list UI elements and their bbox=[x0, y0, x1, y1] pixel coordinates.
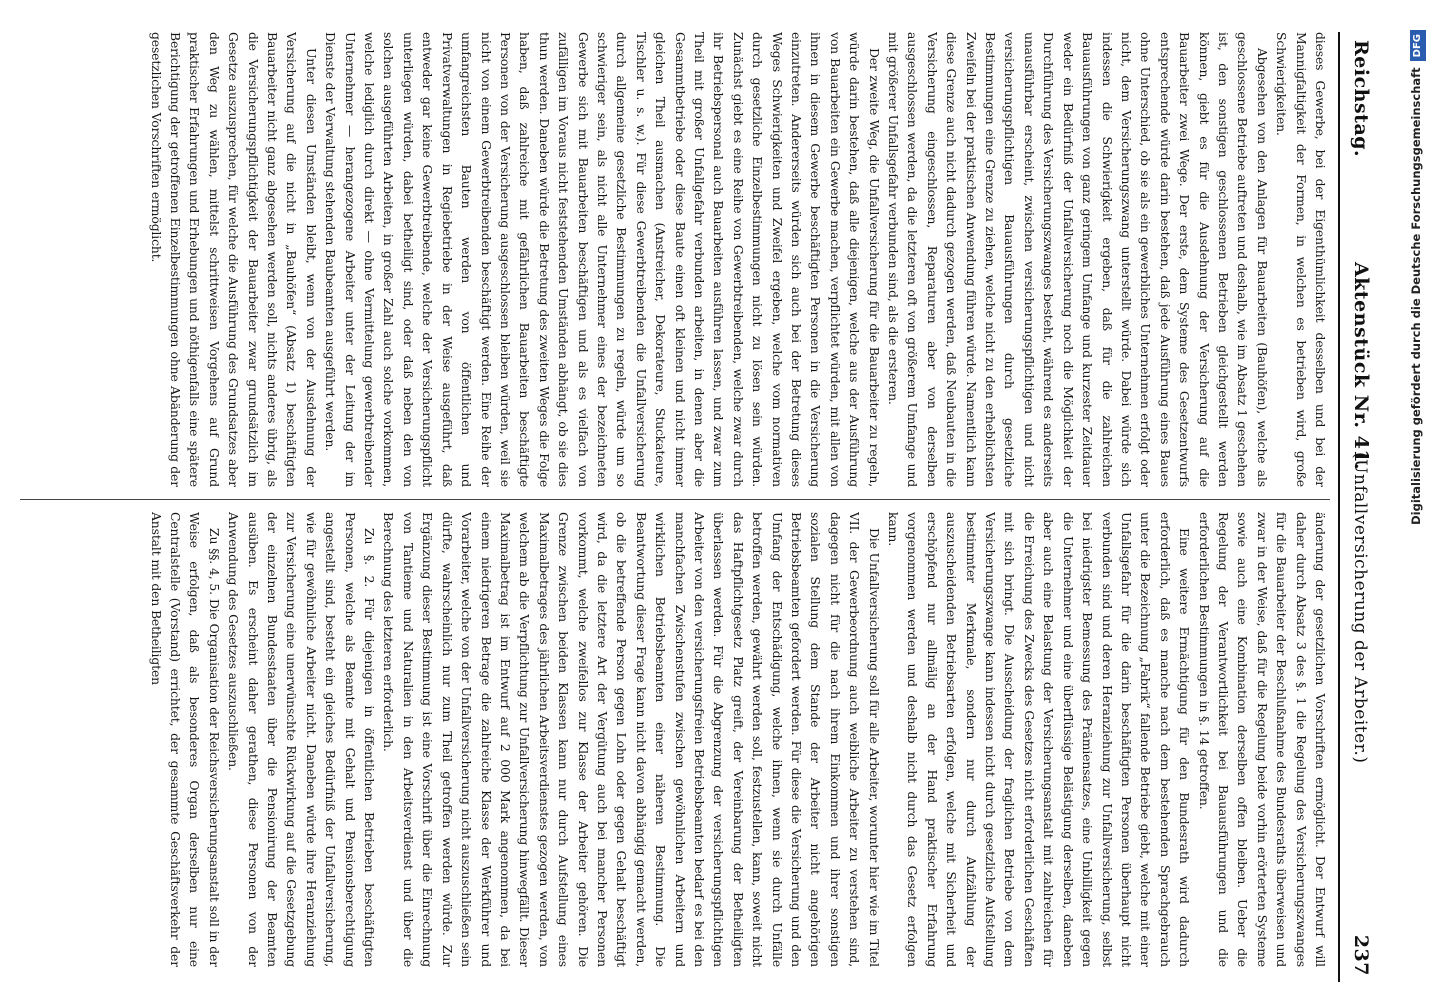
credit-text-wrapper bbox=[1404, 30, 1428, 970]
page-number: 237 bbox=[1350, 934, 1372, 976]
digitization-credit bbox=[1404, 30, 1428, 970]
running-head bbox=[1338, 32, 1380, 982]
column-divider bbox=[20, 499, 1330, 500]
paragraph: Die Unfallversicherung soll für alle Arbeiter, worunter hier wie im Titel VII. der Gewerbeordnung auch weibliche Arbeiter zu verstehen sind, dagegen nicht für die nach ihrem Einkommen und ihrer sonstigen sozialen Stellung dem Stande der Arbeiter nicht angehörigen Betriebsbeamten gefordert werden. Für diese die Versicherung und den Umfang der Entschädigung, welche ihnen, wenn sie durch Unfälle betroffen werden, gewährt werden soll, festzustellen, kann, soweit nicht das Haftpflichtgesetz Platz greift, der Vereinbarung der Betheiligten überlassen werden. Für die Abgrenzung der versicherungspflichtigen Arbeiter von den versicherungsfreien Betriebsbeamten bedarf es bei den manchfachen Zwischenstufen zwischen gewöhnlichen Arbeitern und wirklichen Betriebsbeamten einer näheren Bestimmung. Die Beantwortung dieser Frage kann nicht davon abhängig gemacht werden, ob die betreffende Person gegen Lohn oder gegen Gehalt beschäftigt wird, da die letztere Art der Vergütung auch bei mancher Personen vorkommt, welche zweifellos zur Klasse der Arbeiter gehören. Die Grenze zwischen beiden Klassen kann nur durch Aufstellung eines Maximalbetrages des jährlichen Arbeitsverdienstes gezogen werden, von welchem ab die Verpflichtung zur Unfallversicherung hinwegfällt. Dieser Maximalbetrag ist im Entwurf auf 2 000 Mark angenommen, da bei einem niedrigeren Betrage die zahlreiche Klasse der Werkführer und Vorarbeiter, welche von der Unfallversicherung nicht auszuschließen sein dürfte, wahrscheinlich nur zum Theil getroffen werden würde. Zur Ergänzung dieser Bestimmung ist eine Vorschrift über die Einrechnung von Tantieme und Naturalien in den Arbeitsverdienst und über die Berechnung des letzteren erforderlich. bbox=[381, 512, 882, 967]
header-document-number: Aktenstück Nr. 41. bbox=[1350, 262, 1372, 471]
credit-text: Digitalisierung gefördert durch die Deutsche Forschungsgemeinschaft bbox=[1409, 67, 1423, 525]
page-body bbox=[10, 32, 1380, 982]
text-column-left bbox=[20, 32, 1330, 487]
paragraph: Unter diesen Umständen bleibt, wenn von der Ausdehnung der Versicherung auf die nicht in „Bauhöfen“ (Absatz 1) beschäftigten Bauarbeiter nicht ganz abgesehen werden soll, nichts anderes übrig, als die Versicherungspflichtigkeit der Bauarbeiter zwar grundsätzlich im Gesetze auszusprechen, für welche die Ausführung des Grundsatzes aber den Weg zu wählen, mittelst schrittweisen Vorgehens auf Grund praktischer Erfahrungen und Erhebungen und nöthigenfalls eine spätere Berichtigung der getroffenen Einzelbestimmungen ohne Abänderung der gesetzlichen Vorschriften ermöglicht. bbox=[148, 32, 319, 487]
paragraph: Abgesehen von den Anlagen für Bauarbeiten (Bauhöfen), welche als geschlossene Betriebe auftreten und deshalb, wie im Absatz 1 geschehen ist, den sonstigen geschlossenen Betrieben gleichgestellt werden können, giebt es für die Ausdehnung der Versicherung auf die Bauarbeiter zwei Wege. Der erste, dem Systeme des Gesetzentwurfs entsprechende würde darin bestehen, daß jede Ausführung eines Baues ohne Unterschied, ob sie als ein gewerbliches Unternehmen erfolgt oder nicht, dem Versicherungszwang unterstellt würde. Dabei würde sich indessen die Schwierigkeit ergeben, daß für die zahlreichen Bauausführungen von ganz geringem Umfange und kurzester Zeitdauer weder ein Bedürfniß der Unfallversicherung noch die Möglichkeit der Durchführung des Versicherungszwanges besteht, während es anderseits unausführbar erscheint, zwischen versicherungspflichtigen und nicht versicherungspflichtigen Bauausführungen durch gesetzliche Bestimmungen eine Grenze zu ziehen, welche nicht zu den erheblichsten Zweifeln bei der praktischen Anwendung führen würde. Namentlich kann diese Grenze auch nicht dadurch gezogen werden, daß Neubauten in die Versicherung eingeschlossen, Reparaturen aber von derselben ausgeschlossen werden, da die letzteren oft von größerem Umfange und mit größerer Unfallsgefahr verbunden sind, als die ersteren. bbox=[886, 32, 1270, 487]
paragraph: Zu §§. 4, 5. Die Organisation der Reichsversicherungsanstalt soll in der Weise erfolgen, daß als besonderes Organ derselben nur eine Centralstelle (Vorstand) errichtet, der gesammte Geschäftsverkehr der Anstalt mit den Betheiligten bbox=[148, 512, 222, 967]
dfg-logo: DFG bbox=[1410, 30, 1426, 61]
header-subject: (Unfallversicherung der Arbeiter.) bbox=[1350, 452, 1370, 764]
paragraph: dieses Gewerbe, bei der Eigenthümlichkeit desselben und bei der Mannigfaltigkeit der Formen, in welchen es betrieben wird, große Schwierigkeiten. bbox=[1274, 32, 1328, 487]
paragraph: Der zweite Weg, die Unfallversicherung für die Bauarbeiter zu regeln, würde darin bestehen, daß alle diejenigen, welche aus der Ausführung von Bauarbeiten ein Gewerbe machen, verpflichtet würden, mit allen von ihnen in diesem Gewerbe beschäftigten Personen in die Versicherung einzutreten. Andererseits würden sich auch bei der Betretung dieses Weges Schwierigkeiten und Zweifel ergeben, welche vom normativen durch gesetzliche Einzelbestimmungen nicht zu lösen sein würden. Zunächst giebt es eine Reihe von Gewerbtreibenden, welche zwar durch ihr Betriebspersonal auch Bauarbeiten ausführen lassen, und zwar zum Theil mit großer Unfallgefahr verbunden arbeiten, in denen aber die Gesammtbetriebe oder diese Baute einen oft kleinen und nicht immer gleichen Theil ausmachen (Anstreicher, Dekorateure, Stuckateure, Tischler u. s. w.). Für diese Gewerbtreibenden die Unfallversicherung durch allgemeine gesetzliche Bestimmungen zu regeln, würde um so schwieriger sein, als nicht alle Unternehmer eines der bezeichneten Gewerbe sich mit Bauarbeiten beschäftigen und als es vielfach von zufälligen im Voraus nicht feststehenden Umständen abhängt, ob sie dies thun werden. Daneben würde die Betretung des zweiten Weges die Folge haben, daß zahlreiche mit gefährlichen Bauarbeiten beschäftigte Personen von der Versicherung ausgeschlossen bleiben würden, weil sie nicht von einem Gewerbtreibenden beschäftigt werden. Eine Reihe der umfangreichsten Bauten werden von öffentlichen und Privatverwaltungen in Regiebetriebe in der Weise ausgeführt, daß entweder gar keine Gewerbtreibende, welche der Versicherungspflicht unterliegen würden, dabei betheiligt sind, oder daß neben den von solchen ausgeführten Arbeiten, in großer Zahl auch solche vorkommen, welche lediglich durch direkt — ohne Vermittelung gewerbtreibender Unternehmer — herangezogene Arbeiter unter der Leitung der im Dienste der Verwaltung stehenden Baubeamten ausgeführt werden. bbox=[323, 32, 882, 487]
paragraph: Zu §. 2. Für diejenigen in öffentlichen Betrieben beschäftigten Personen, welche als Beamte mit Gehalt und Pensionsberechtigung angestellt sind, besteht ein gleiches Bedürfniß der Unfallversicherung, wie für gewöhnliche Arbeiter nicht. Daneben würde ihre Heranziehung zur Versicherung eine unerwünschte Rückwirkung auf die Gesetzgebung der einzelnen Bundesstaaten über die Pensionirung der Beamten ausüben. Es erscheint daher gerathen, diese Personen von der Anwendung des Gesetzes auszuschließen. bbox=[226, 512, 378, 967]
text-column-right bbox=[20, 512, 1330, 967]
paragraph: Eine weitere Ermächtigung für den Bundesrath wird dadurch erforderlich, daß es manche nach dem bestehenden Sprachgebrauch unter die Bezeichnung „Fabrik“ fallende Betriebe giebt, welche mit einer Unfallsgefahr für die darin beschäftigten Personen überhaupt nicht verbunden sind und deren Heranziehung zur Unfallversicherung, selbst bei niedrigster Bemessung des Prämiensatzes, eine Unbilligkeit gegen die Unternehmer und eine überflüssige Belästigung derselben, daneben aber auch eine Belastung der Versicherungsanstalt mit zahlreichen für die Erreichung des Zwecks des Gesetzes nicht erforderlichen Geschäften mit sich bringt. Die Ausscheidung der fraglichen Betriebe von dem Versicherungszwange kann indessen nicht durch gesetzliche Aufstellung bestimmter Merkmale, sondern nur durch Aufzählung der auszuscheidenden Betriebsarten erfolgen, welche mit Sicherheit und erschöpfend nur allmälig an der Hand praktischer Erfahrung vorgenommen werden und deshalb nicht durch das Gesetz erfolgen kann. bbox=[886, 512, 1193, 967]
header-reichstag: Reichstag. bbox=[1350, 40, 1372, 158]
paragraph: änderung der gesetzlichen Vorschriften ermöglicht. Der Entwurf will daher durch Absatz 3 des §. 1 die Regelung des Versicherungszwanges für die Bauarbeiter der Beschlußnahme des Bundesraths überweisen und zwar in der Weise, daß für die Regelung beide vorhin erörterten Systeme sowie auch eine Kombination derselben offen bleiben. Ueber die Regelung der Verantwortlichkeit bei Bauausführungen und die erforderlichen Bestimmungen in §. 14 getroffen. bbox=[1196, 512, 1328, 967]
